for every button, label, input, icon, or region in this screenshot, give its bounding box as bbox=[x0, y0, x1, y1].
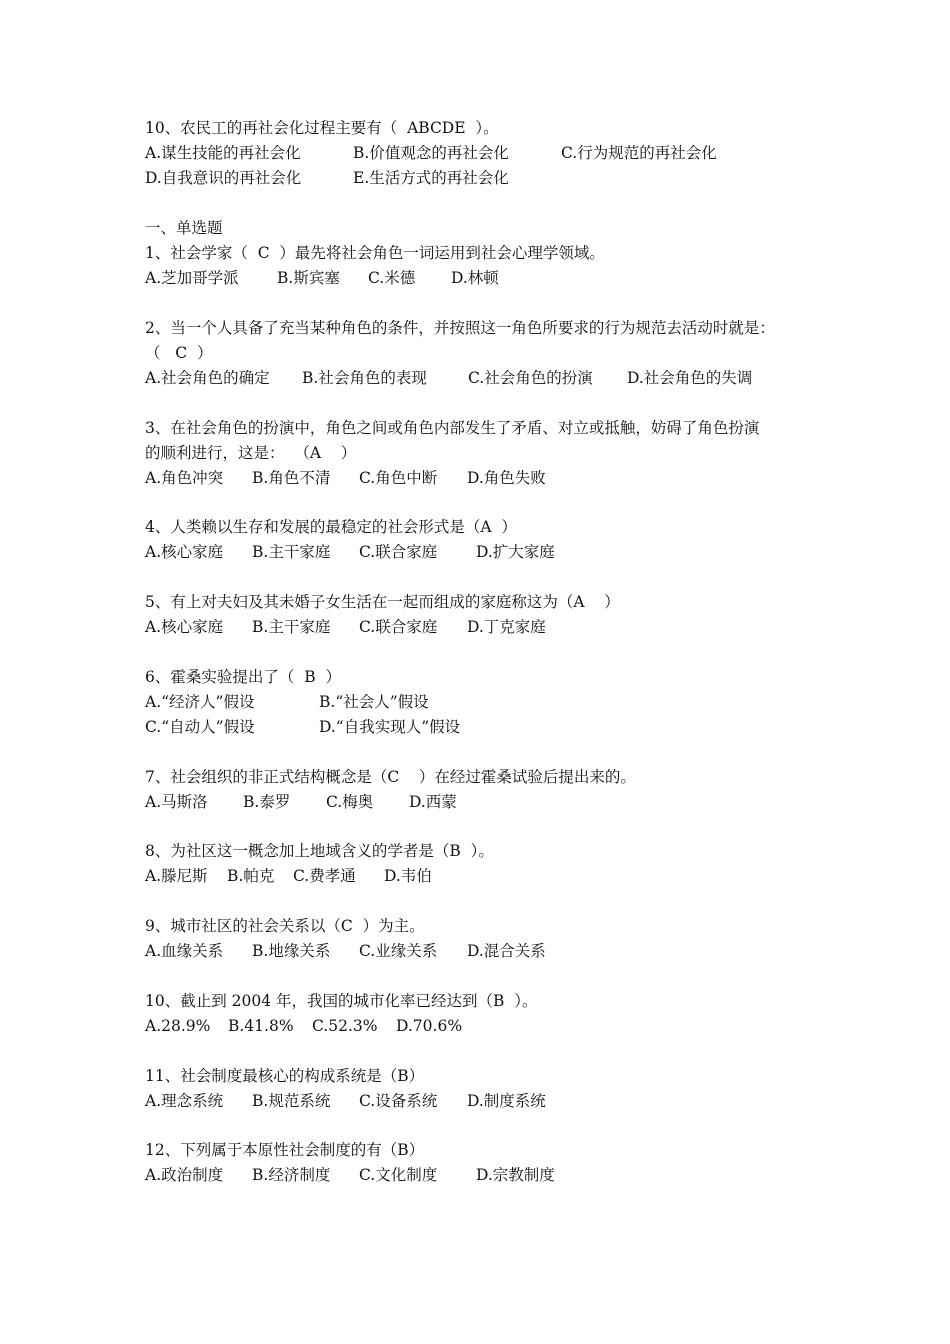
question-stem: 11、社会制度最核心的构成系统是（B） bbox=[145, 1067, 425, 1085]
option: C.角色中断 bbox=[359, 469, 438, 487]
option: D.社会角色的失调 bbox=[627, 369, 753, 387]
option: D.韦伯 bbox=[384, 867, 432, 885]
option: B.地缘关系 bbox=[252, 942, 331, 960]
option: A.理念系统 bbox=[145, 1092, 224, 1110]
option: A.马斯洛 bbox=[145, 793, 208, 811]
option: C.行为规范的再社会化 bbox=[561, 144, 717, 162]
option: A.核心家庭 bbox=[145, 618, 224, 636]
option: C.“自动人”假设 bbox=[145, 718, 255, 736]
option: A.芝加哥学派 bbox=[145, 269, 239, 287]
option: B.规范系统 bbox=[252, 1092, 331, 1110]
option: D.自我意识的再社会化 bbox=[145, 169, 302, 187]
option: B.经济制度 bbox=[252, 1166, 331, 1184]
option: B.斯宾塞 bbox=[277, 269, 340, 287]
option: A.角色冲突 bbox=[145, 469, 224, 487]
option: D.70.6% bbox=[396, 1017, 463, 1035]
option: E.生活方式的再社会化 bbox=[353, 169, 509, 187]
question-stem: 4、人类赖以生存和发展的最稳定的社会形式是（A ） bbox=[145, 518, 517, 536]
question-stem: 7、社会组织的非正式结构概念是（C ）在经过霍桑试验后提出来的。 bbox=[145, 768, 636, 786]
option: B.主干家庭 bbox=[252, 618, 331, 636]
option: C.米德 bbox=[368, 269, 416, 287]
option: D.混合关系 bbox=[467, 942, 546, 960]
option: C.业缘关系 bbox=[359, 942, 438, 960]
question-stem: 8、为社区这一概念加上地域含义的学者是（B ）。 bbox=[145, 842, 494, 860]
option: D.“自我实现人”假设 bbox=[319, 718, 461, 736]
option: A.28.9% bbox=[145, 1017, 211, 1035]
option: D.宗教制度 bbox=[476, 1166, 555, 1184]
question-stem: （ C ） bbox=[145, 344, 213, 362]
question-stem: 的顺利进行，这是： （A ） bbox=[145, 444, 357, 462]
option: B.价值观念的再社会化 bbox=[353, 144, 509, 162]
question-stem: 3、在社会角色的扮演中，角色之间或角色内部发生了矛盾、对立或抵触，妨碍了角色扮演 bbox=[145, 419, 760, 437]
option: B.帕克 bbox=[227, 867, 275, 885]
question-stem: 2、当一个人具备了充当某种角色的条件，并按照这一角色所要求的行为规范去活动时就是： bbox=[145, 319, 775, 337]
option: B.“社会人”假设 bbox=[319, 693, 429, 711]
option: A.谋生技能的再社会化 bbox=[145, 144, 301, 162]
option: B.角色不清 bbox=[252, 469, 331, 487]
option: C.费孝通 bbox=[293, 867, 356, 885]
option: C.联合家庭 bbox=[359, 543, 438, 561]
option: C.社会角色的扮演 bbox=[468, 369, 593, 387]
question-stem: 12、下列属于本原性社会制度的有（B） bbox=[145, 1141, 425, 1159]
question-stem: 5、有上对夫妇及其未婚子女生活在一起而组成的家庭称这为（A ） bbox=[145, 593, 620, 611]
option: D.林顿 bbox=[451, 269, 499, 287]
section-title: 一、单选题 bbox=[145, 219, 223, 237]
option: A.滕尼斯 bbox=[145, 867, 208, 885]
option: D.制度系统 bbox=[467, 1092, 546, 1110]
option: D.丁克家庭 bbox=[467, 618, 546, 636]
question-stem: 6、霍桑实验提出了（ B ） bbox=[145, 668, 341, 686]
option: C.52.3% bbox=[312, 1017, 378, 1035]
option: C.设备系统 bbox=[359, 1092, 438, 1110]
option: C.文化制度 bbox=[359, 1166, 438, 1184]
option: C.联合家庭 bbox=[359, 618, 438, 636]
option: A.政治制度 bbox=[145, 1166, 224, 1184]
question-stem: 10、农民工的再社会化过程主要有（ ABCDE ）。 bbox=[145, 119, 499, 137]
question-stem: 9、城市社区的社会关系以（C ）为主。 bbox=[145, 917, 425, 935]
option: A.核心家庭 bbox=[145, 543, 224, 561]
option: B.41.8% bbox=[228, 1017, 294, 1035]
option: C.梅奥 bbox=[326, 793, 374, 811]
option: D.角色失败 bbox=[467, 469, 546, 487]
option: A.社会角色的确定 bbox=[145, 369, 270, 387]
option: A.“经济人”假设 bbox=[145, 693, 255, 711]
option: B.泰罗 bbox=[243, 793, 291, 811]
question-stem: 10、截止到 2004 年，我国的城市化率已经达到（B ）。 bbox=[145, 992, 538, 1010]
question-stem: 1、社会学家（ C ）最先将社会角色一词运用到社会心理学领域。 bbox=[145, 244, 605, 262]
option: D.扩大家庭 bbox=[476, 543, 555, 561]
option: B.主干家庭 bbox=[252, 543, 331, 561]
option: A.血缘关系 bbox=[145, 942, 224, 960]
option: D.西蒙 bbox=[409, 793, 457, 811]
option: B.社会角色的表现 bbox=[302, 369, 427, 387]
